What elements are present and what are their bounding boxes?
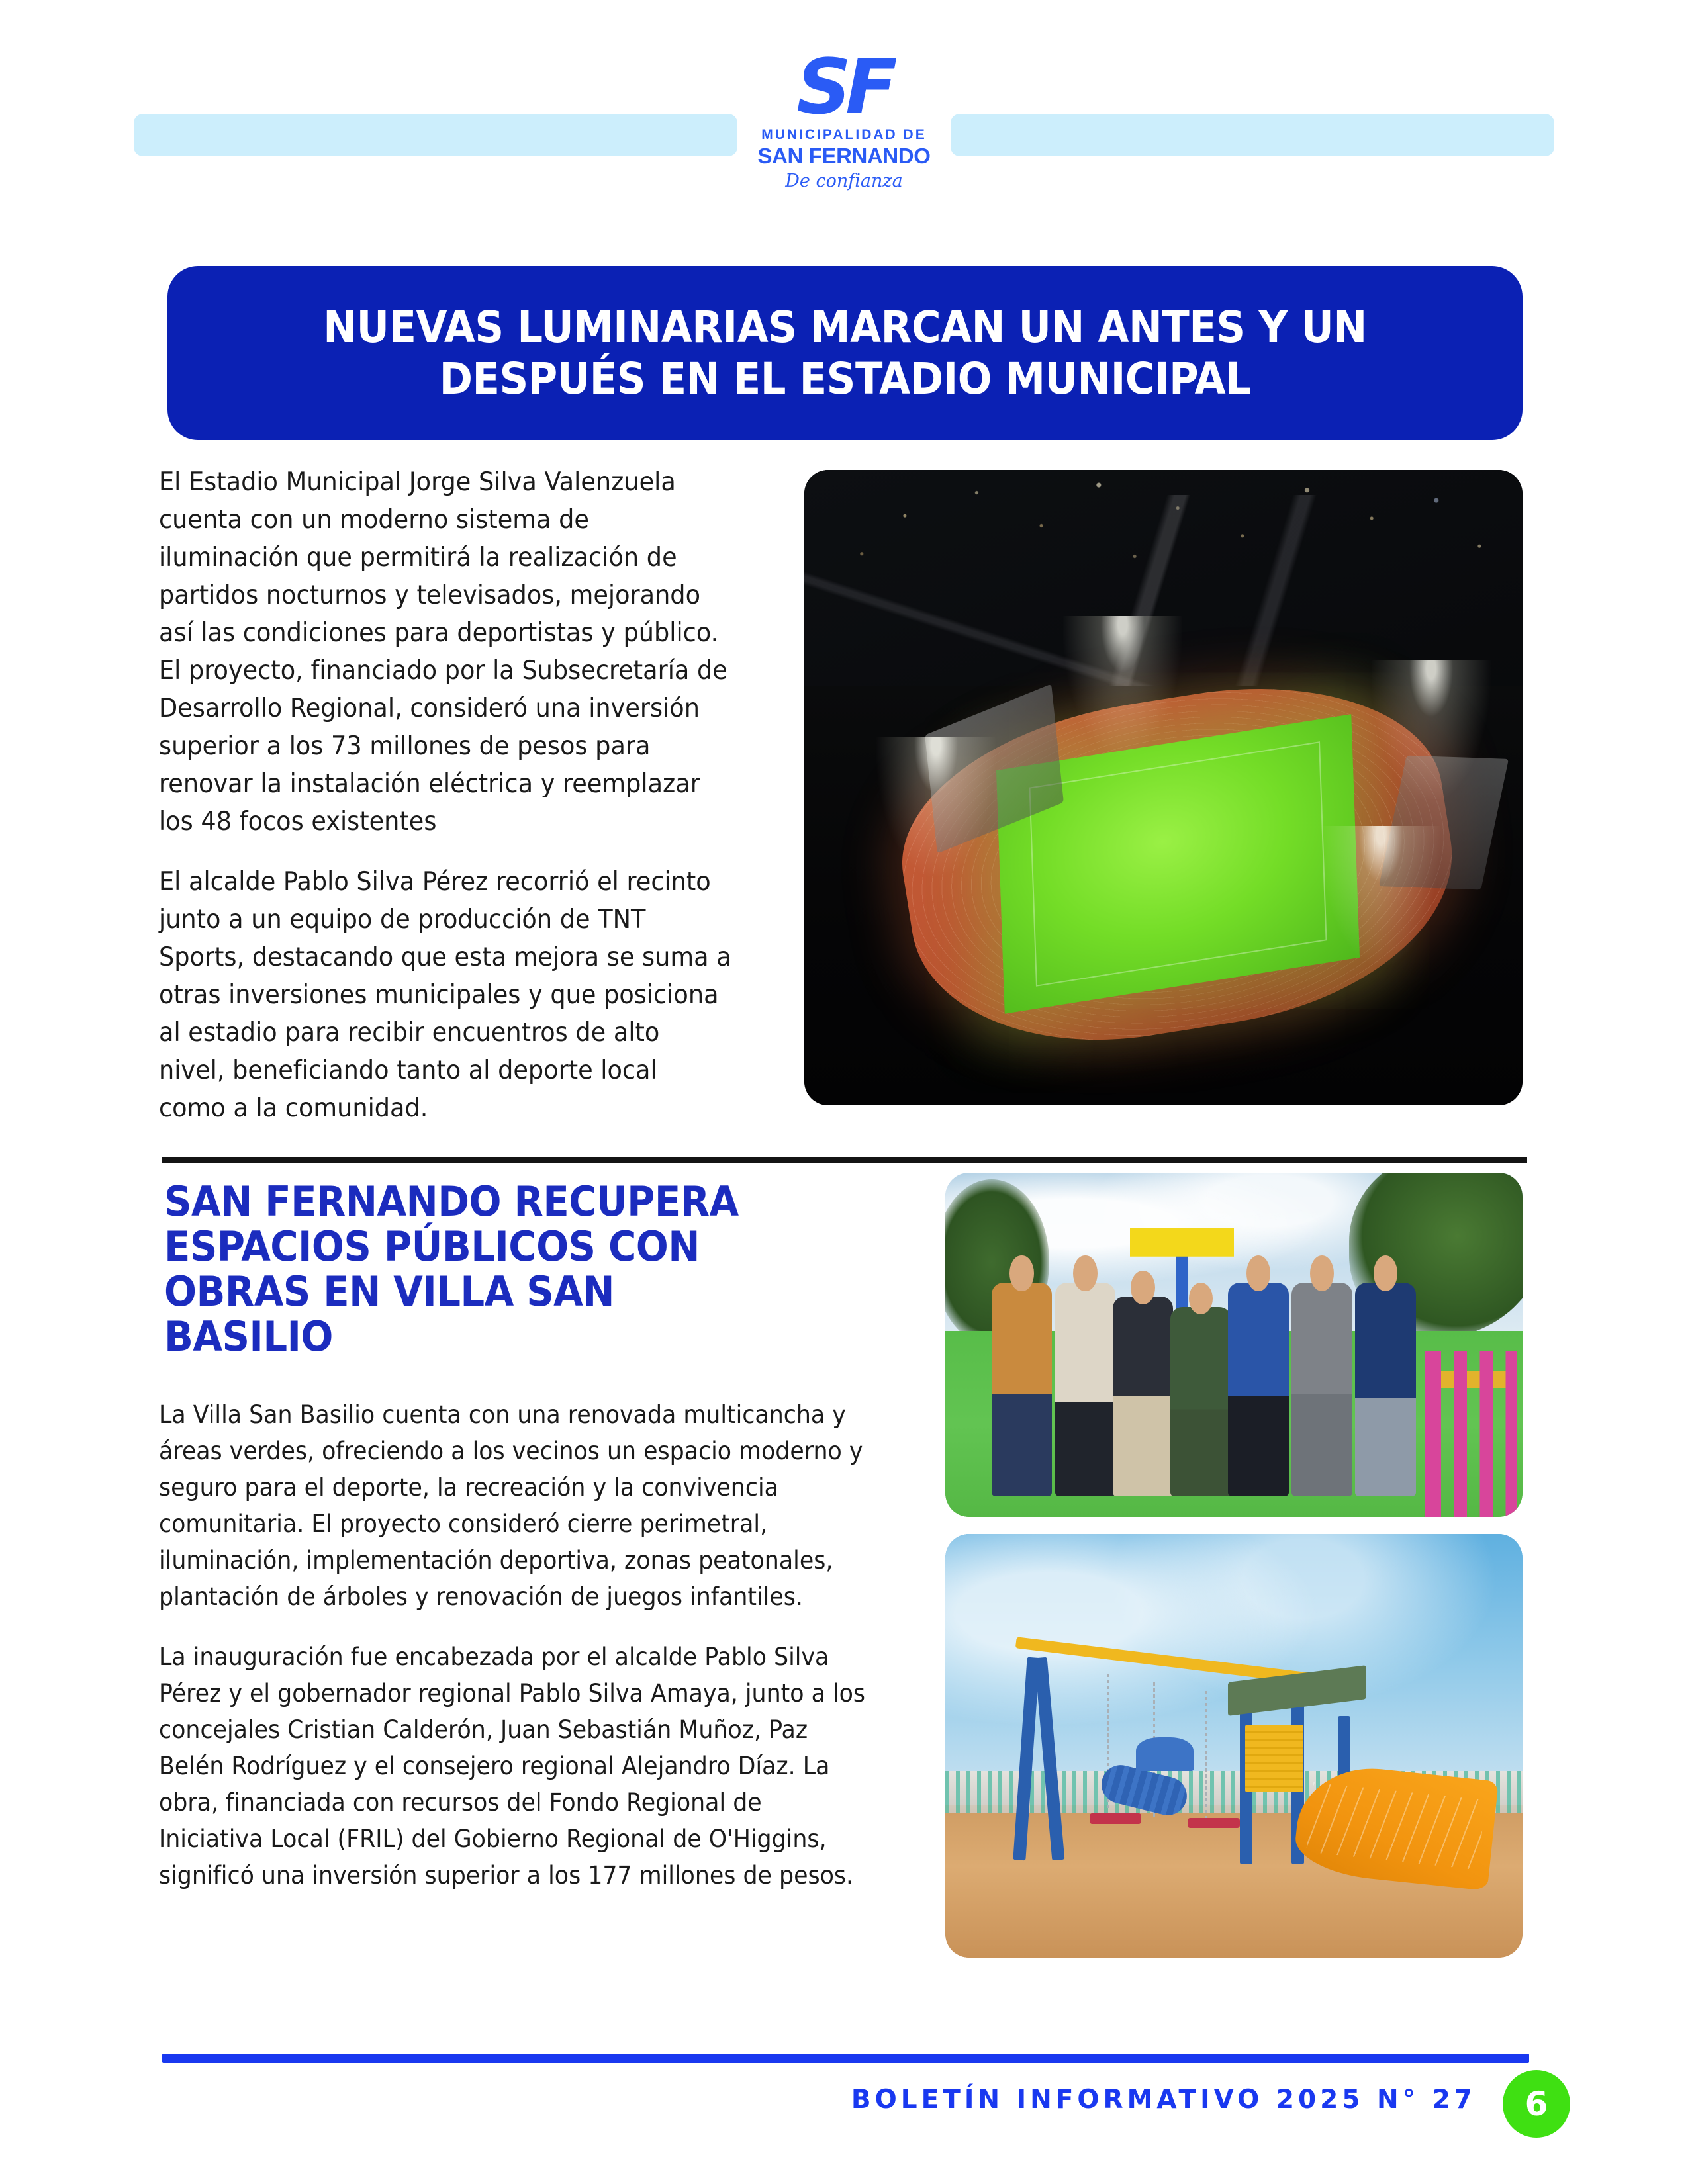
swing-chain	[1205, 1691, 1207, 1818]
floodlight-icon	[876, 737, 996, 876]
person-figure	[1113, 1297, 1174, 1496]
logo-slogan: De confianza	[785, 171, 903, 191]
person-figure	[1055, 1283, 1116, 1496]
floodlight-icon	[1063, 616, 1182, 755]
page-number-badge: 6	[1503, 2070, 1570, 2138]
floodlight-icon	[1372, 660, 1491, 799]
person-figure	[1170, 1307, 1231, 1496]
article1-paragraph-1: El Estadio Municipal Jorge Silva Valenzuela cuenta con un moderno sistema de iluminación que permitirá la realización de partidos nocturnos y televisados, mejorando así las condiciones para deportistas y público. El proyecto, financiado por la Subsecretaría de Desarrollo Regional, consideró una inversión superior a los 73 millones de pesos para renovar la instalación eléctrica y reemplazar los 48 focos existentes	[159, 467, 727, 837]
person-figure	[992, 1283, 1053, 1496]
article2-body	[159, 1396, 917, 1917]
floodlight-icon	[1321, 826, 1440, 965]
person-figure	[1355, 1283, 1416, 1496]
article1-body	[159, 463, 768, 1150]
section-divider	[162, 1157, 1527, 1163]
article1-headline-banner	[167, 266, 1523, 440]
swing-seat	[1188, 1818, 1239, 1828]
person-figure	[1291, 1283, 1352, 1496]
person-figure	[1228, 1283, 1289, 1496]
footer-rule	[162, 2054, 1529, 2063]
header-accent-bar-right	[951, 114, 1554, 156]
swing-seat	[1090, 1813, 1141, 1823]
logo-line-san-fernando: SAN FERNANDO	[757, 144, 931, 168]
play-hut-roof	[1136, 1737, 1194, 1771]
header-accent-bar-left	[134, 114, 737, 156]
article1-paragraph-2: El alcalde Pablo Silva Pérez recorrió el recinto junto a un equipo de producción de TNT Sports, destacando que esta mejora se suma a otras inversiones municipales y que posiciona al estadio para recibir encuentros de alto nivel, beneficiando tanto al deporte local como a la comunidad.	[159, 867, 731, 1123]
article1-stadium-photo	[804, 470, 1523, 1105]
logo-line-municipalidad: MUNICIPALIDAD DE	[761, 127, 927, 142]
colored-railing	[1425, 1351, 1517, 1517]
article2-paragraph-1: La Villa San Basilio cuenta con una renovada multicancha y áreas verdes, ofreciendo a los vecinos un espacio moderno y seguro para el deporte, la recreación y la convivencia comunitaria. El proyecto consideró cierre perimetral, iluminación, implementación deportiva, zonas peatonales, plantación de árboles y renovación de juegos infantiles.	[159, 1400, 863, 1611]
article1-headline: NUEVAS LUMINARIAS MARCAN UN ANTES Y UN DESPUÉS EN EL ESTADIO MUNICIPAL	[323, 301, 1367, 404]
logo-monogram: SF	[796, 43, 892, 132]
article2-paragraph-2: La inauguración fue encabezada por el alcalde Pablo Silva Pérez y el gobernador regional Pablo Silva Amaya, junto a los concejales Cristian Calderón, Juan Sebastián Muñoz, Paz Belén Rodríguez y el consejero regional Alejandro Díaz. La obra, financiada con recursos del Fondo Regional de Iniciativa Local (FRIL) del Gobierno Regional de O'Higgins, significó una inversión superior a los 177 millones de pesos.	[159, 1643, 866, 1889]
article2-playground-photo	[945, 1534, 1523, 1958]
article2-headline: SAN FERNANDO RECUPERA ESPACIOS PÚBLICOS CON OBRAS EN VILLA SAN BASILIO	[164, 1177, 739, 1361]
article2-group-photo	[945, 1173, 1523, 1517]
climbing-panel	[1245, 1725, 1303, 1792]
page-header	[0, 0, 1688, 232]
municipality-logo	[751, 43, 937, 204]
footer-bulletin-label: BOLETÍN INFORMATIVO 2025 N° 27	[851, 2085, 1476, 2115]
